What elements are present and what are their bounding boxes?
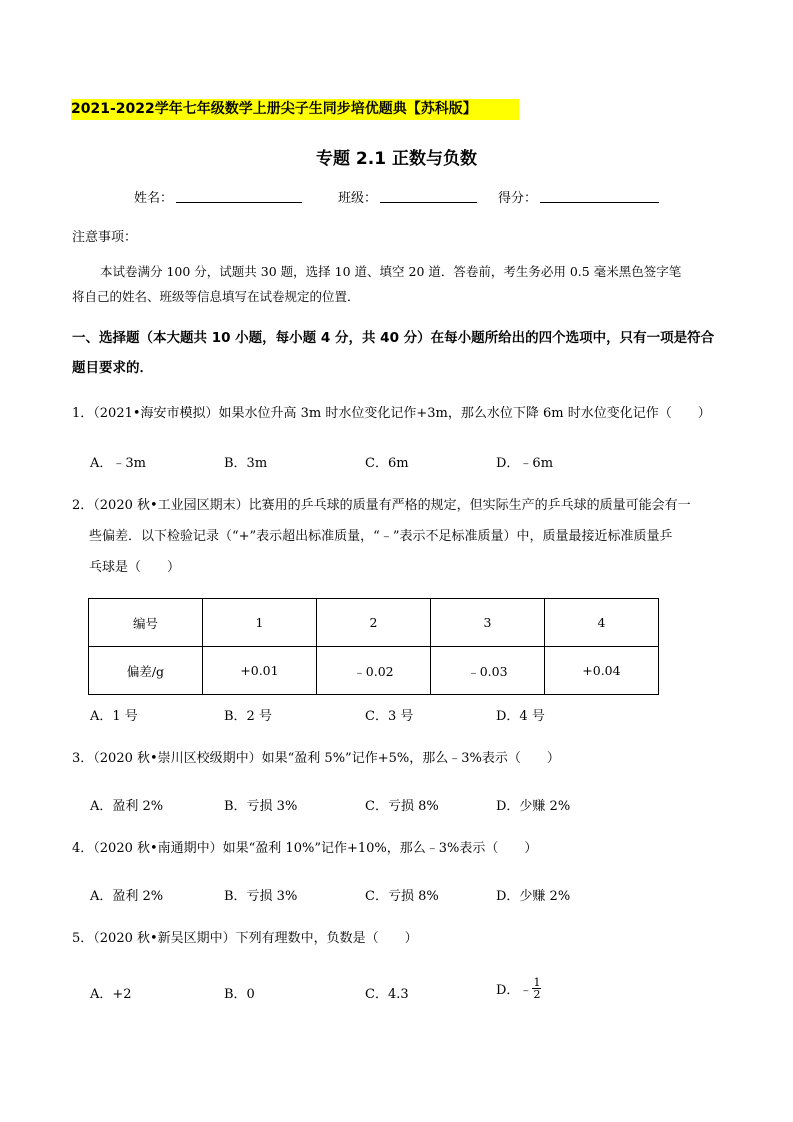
class-blank <box>380 202 477 203</box>
class-label: 班级： <box>338 191 378 206</box>
section-1-heading: 一、选择题（本大题共 10 小题，每小题 4 分，共 40 分）在每小题所给出的四个选项中，只有一项是符合 <box>72 330 715 346</box>
page-title: 专题 2.1 正数与负数 <box>316 149 477 169</box>
q3-option-b[interactable]: B．亏损 3% <box>224 799 298 814</box>
section-1-heading-cont: 题目要求的． <box>72 360 153 376</box>
table-row <box>89 647 659 695</box>
table-row <box>89 599 659 647</box>
deviation-table <box>88 598 659 695</box>
q1-option-c[interactable]: C．6m <box>365 456 409 471</box>
q2-option-b[interactable]: B．2 号 <box>224 709 272 724</box>
q5-option-a[interactable]: A．+2 <box>90 987 132 1002</box>
table-cell: ﹣0.02 <box>316 647 430 695</box>
q5-option-d[interactable] <box>496 977 541 1000</box>
q3-option-a[interactable]: A．盈利 2% <box>90 799 164 814</box>
question-1: 1．（2021•海安市模拟）如果水位升高 3m 时水位变化记作+3m，那么水位下降 6m 时水位变化记作（ ） <box>72 406 711 421</box>
series-banner: 2021-2022学年七年级数学上册尖子生同步培优题典【苏科版】 <box>71 99 519 120</box>
question-2-line-3: 乓球是（ ） <box>89 560 181 575</box>
table-cell: 编号 <box>89 599 203 647</box>
q4-option-d[interactable]: D．少赚 2% <box>496 889 571 904</box>
score-blank <box>540 202 659 203</box>
notice-line-1: 本试卷满分 100 分，试题共 30 题，选择 10 道、填空 20 道．答卷前，考生务必用 0.5 毫米黑色签字笔 <box>100 264 682 279</box>
question-2-line-1: 2．（2020 秋•工业园区期末）比赛用的乒乓球的质量有严格的规定，但实际生产的乒乓球的质量可能会有一 <box>72 498 691 513</box>
table-cell: 3 <box>430 599 544 647</box>
table-cell: ﹣0.03 <box>430 647 544 695</box>
q4-option-b[interactable]: B．亏损 3% <box>224 889 298 904</box>
q5-option-c[interactable]: C．4.3 <box>365 987 409 1002</box>
name-label: 姓名： <box>134 191 174 206</box>
q2-option-a[interactable]: A．1 号 <box>90 709 138 724</box>
q1-option-d[interactable]: D．﹣6m <box>496 456 554 471</box>
notice-heading: 注意事项： <box>72 230 138 245</box>
table-cell: +0.04 <box>544 647 658 695</box>
q3-option-c[interactable]: C．亏损 8% <box>365 799 439 814</box>
fraction-numerator: 1 <box>533 976 541 989</box>
name-blank <box>176 202 302 203</box>
q4-option-a[interactable]: A．盈利 2% <box>90 889 164 904</box>
q5-option-b[interactable]: B．0 <box>224 987 255 1002</box>
fraction <box>532 977 541 1000</box>
q1-option-b[interactable]: B．3m <box>224 456 268 471</box>
q5-option-d-label: D．﹣ <box>496 983 533 998</box>
q1-option-a[interactable]: A．﹣3m <box>90 456 146 471</box>
notice-line-2: 将自己的姓名、班级等信息填写在试卷规定的位置． <box>72 289 360 304</box>
q4-option-c[interactable]: C．亏损 8% <box>365 889 439 904</box>
fraction-denominator: 2 <box>533 988 541 1001</box>
question-4: 4．（2020 秋•南通期中）如果“盈利 10%”记作+10%，那么﹣3%表示（ ） <box>72 841 538 856</box>
q2-option-c[interactable]: C．3 号 <box>365 709 414 724</box>
q3-option-d[interactable]: D．少赚 2% <box>496 799 571 814</box>
q2-option-d[interactable]: D．4 号 <box>496 709 545 724</box>
table-cell: 偏差/g <box>89 647 203 695</box>
score-label: 得分： <box>498 191 538 206</box>
table-cell: +0.01 <box>202 647 316 695</box>
table-cell: 1 <box>202 599 316 647</box>
table-cell: 4 <box>544 599 658 647</box>
question-5: 5．（2020 秋•新吴区期中）下列有理数中，负数是（ ） <box>72 931 418 946</box>
table-cell: 2 <box>316 599 430 647</box>
question-2-line-2: 些偏差．以下检验记录（“+”表示超出标准质量，“﹣”表示不足标准质量）中，质量最接近标准质量乒 <box>89 529 673 544</box>
question-3: 3．（2020 秋•崇川区校级期中）如果“盈利 5%”记作+5%，那么﹣3%表示（ ） <box>72 751 560 766</box>
